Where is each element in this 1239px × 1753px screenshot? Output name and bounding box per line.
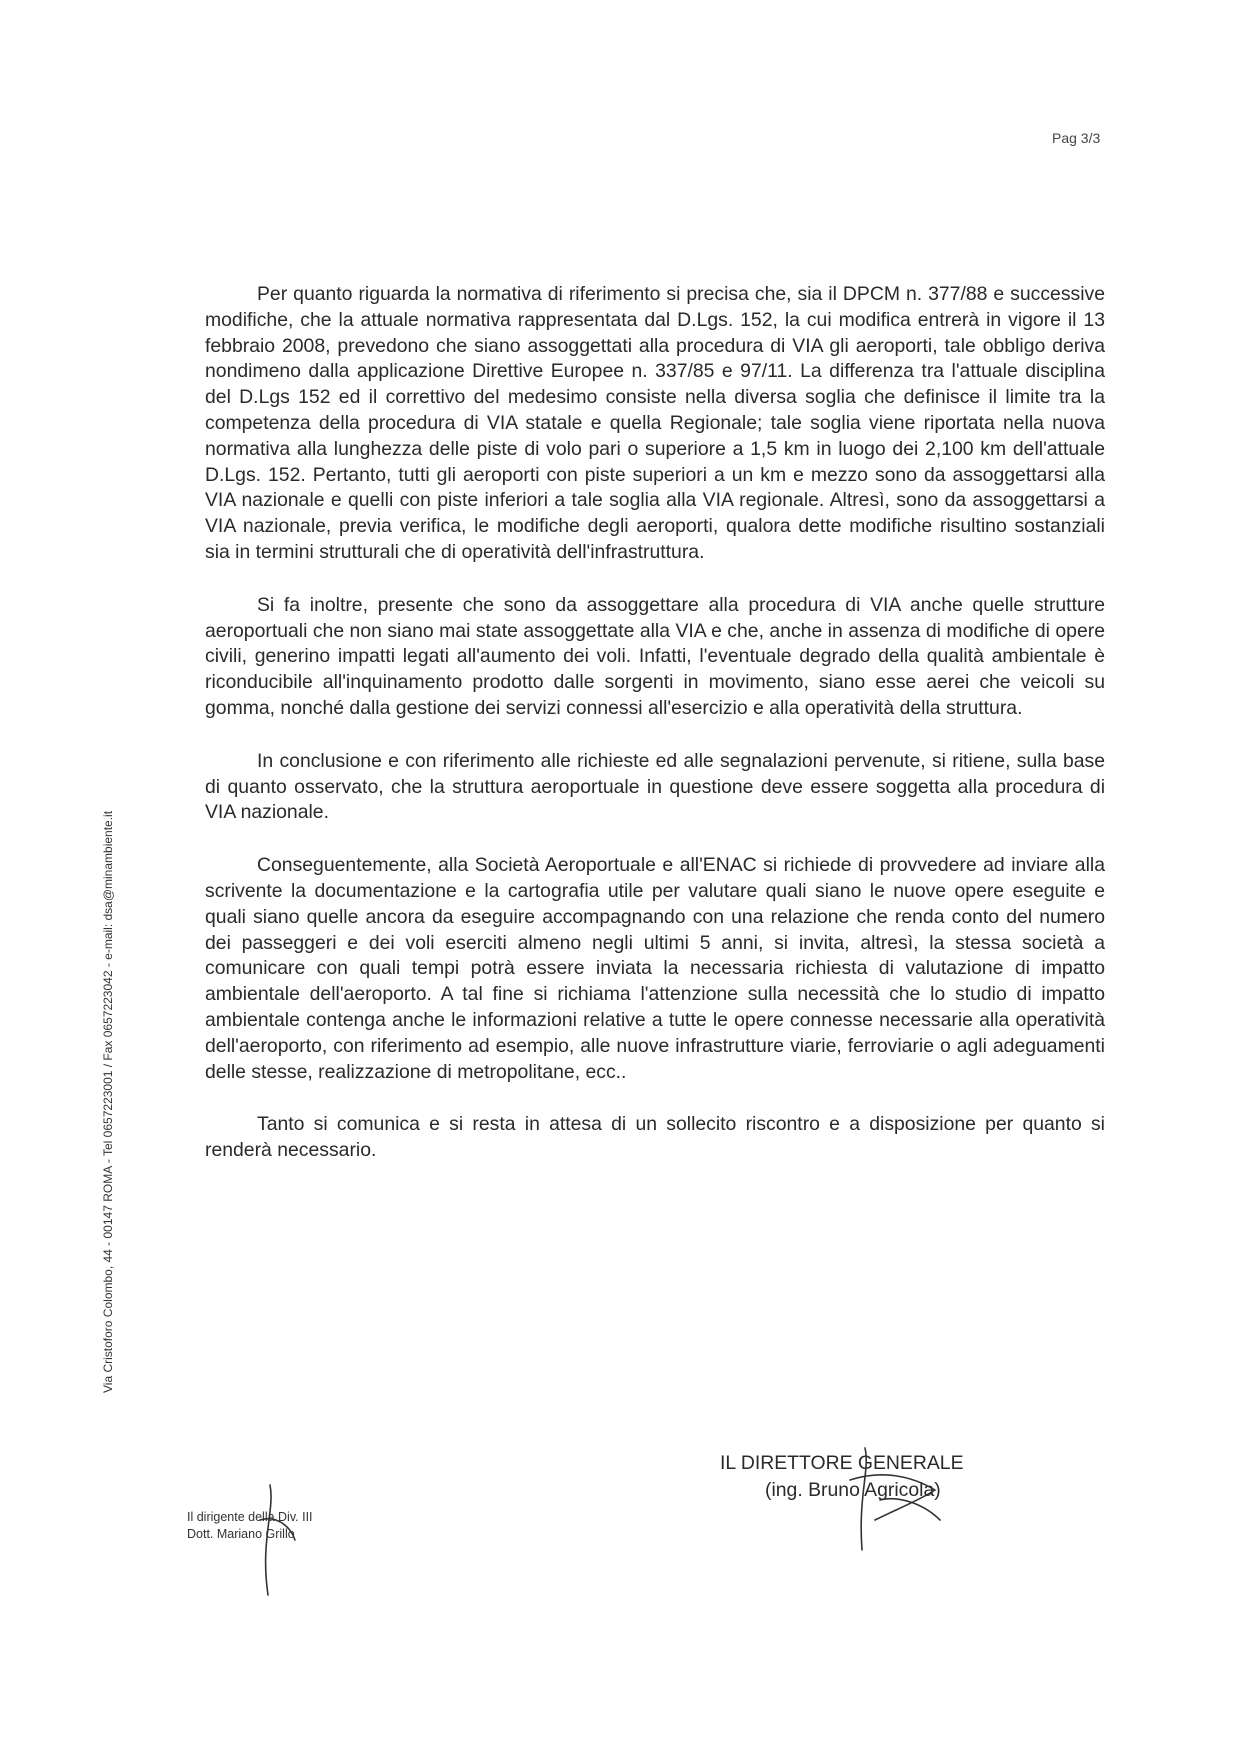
- paragraph-richiesta: Conseguentemente, alla Società Aeroportuale e all'ENAC si richiede di provvedere ad inviare alla scrivente la documentazione e la cartografia utile per valutare quali siano le nuove opere eseguite e quali siano quelle ancora da eseguire accompagnando con una relazione che renda conto del numero dei passeggeri e dei voli eserciti almeno negli ultimi 5 anni, si invita, altresì, la stessa società a comunicare con quali tempi potrà essere inviata la necessaria richiesta di valutazione di impatto ambientale dell'aeroporto. A tal fine si richiama l'attenzione sulla necessità che lo studio di impatto ambientale contenga anche le informazioni relative a tutte le opere connesse necessarie alla operatività dell'aeroporto, con riferimento ad esempio, alle nuove infrastrutture viarie, ferroviarie o agli adeguamenti delle stesse, realizzazione di metropolitane, ecc..: [205, 854, 1105, 1083]
- paragraph-chiusura: Tanto si comunica e si resta in attesa di un sollecito riscontro e a disposizione per quanto si renderà necessario.: [205, 1113, 1105, 1162]
- letter-body: [205, 282, 1105, 1191]
- paragraph-conclusione: In conclusione e con riferimento alle richieste ed alle segnalazioni pervenute, si ritiene, sulla base di quanto osservato, che la struttura aeroportuale in questione deve essere soggetta alla procedura di VIA nazionale.: [205, 749, 1105, 824]
- paragraph-normativa: Per quanto riguarda la normativa di riferimento si precisa che, sia il DPCM n. 377/88 e successive modifiche, che la attuale normativa rappresentata dal D.Lgs. 152, la cui modifica entrerà in vigore il 13 febbraio 2008, prevedono che siano assoggettati alla procedura di VIA gli aeroporti, tale obbligo deriva nondimeno dalla applicazione Direttive Europee n. 337/85 e 97/11. La differenza tra l'attuale disciplina del D.Lgs 152 ed il correttivo del medesimo consiste nella diversa soglia che definisce il limite tra la competenza della procedura di VIA statale e quella Regionale; tale soglia viene riportata nella nuova normativa alla lunghezza delle piste di volo pari o superiore a 1,5 km in luogo dei 2,100 km dell'attuale D.Lgs. 152. Pertanto, tutti gli aeroporti con piste superiori a un km e mezzo sono da assoggettarsi alla VIA nazionale e quelli con piste inferiori a tale soglia alla VIA regionale. Altresì, sono da assoggettarsi a VIA nazionale, previa verifica, le modifiche degli aeroporti, qualora dette modifiche risultino sostanziali sia in termini strutturali che di operatività dell'infrastruttura.: [205, 283, 1105, 563]
- dirigente-line2: Dott. Mariano Grillo: [187, 1527, 295, 1541]
- side-address: Via Cristoforo Colombo, 44 - 00147 ROMA - Tel 0657223001 / Fax 0657223042 - e-mail: dsa@minambiente.it: [101, 810, 115, 1393]
- dirigente-line1: Il dirigente della Div. III: [187, 1510, 313, 1524]
- dirigente-signature-scribble: [250, 1480, 310, 1600]
- signature-title: IL DIRETTORE GENERALE: [720, 1452, 964, 1474]
- page-number: Pag 3/3: [1052, 130, 1101, 146]
- paragraph-strutture: Si fa inoltre, presente che sono da assoggettare alla procedura di VIA anche quelle strutture aeroportuali che non siano mai state assoggettate alla VIA e che, anche in assenza di modifiche di opere civili, generino impatti legati all'aumento dei voli. Infatti, l'eventuale degrado della qualità ambientale è riconducibile all'inquinamento prodotto dalle sorgenti in movimento, siano esse aerei che veicoli su gomma, nonché dalla gestione dei servizi connessi all'esercizio e alla operatività della struttura.: [205, 593, 1105, 719]
- director-signature-scribble: [840, 1440, 960, 1560]
- signature-name: (ing. Bruno Agricola): [765, 1479, 941, 1501]
